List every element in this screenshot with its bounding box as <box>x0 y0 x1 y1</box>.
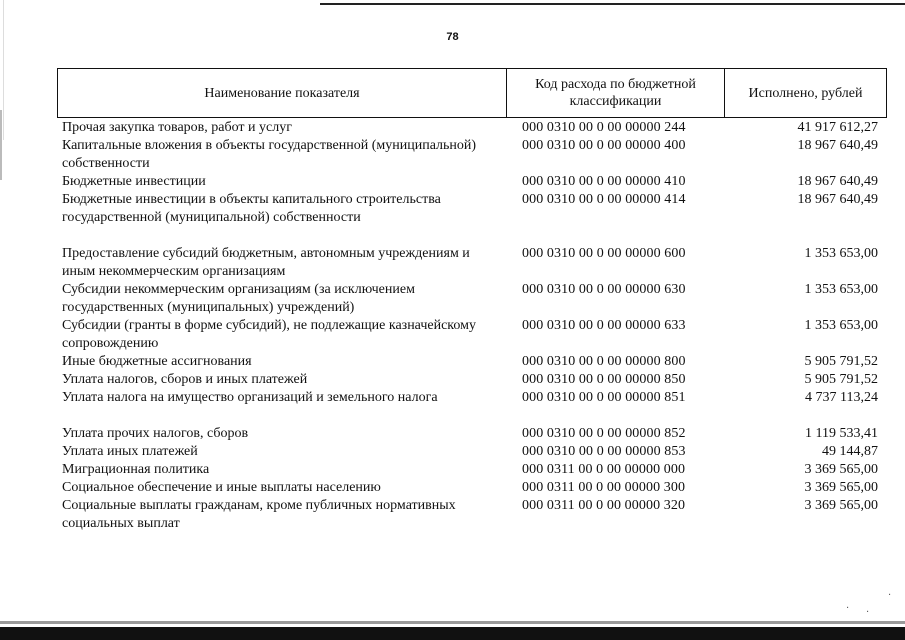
row-code: 000 0310 00 0 00 00000 600 <box>522 246 686 261</box>
row-amount: 5 905 791,52 <box>804 372 878 387</box>
table-row <box>62 191 882 227</box>
table-row <box>62 497 882 533</box>
header-name: Наименование показателя <box>58 69 507 117</box>
scan-edge-mark <box>0 110 2 180</box>
row-name: Субсидии некоммерческим организациям (за исключением государственных (муниципальных) учреждений) <box>62 282 415 315</box>
row-name: Уплата прочих налогов, сборов <box>62 426 249 441</box>
row-amount: 1 119 533,41 <box>805 426 878 441</box>
row-code: 000 0310 00 0 00 00000 850 <box>522 372 686 387</box>
row-name: Социальные выплаты гражданам, кроме публичных нормативных социальных выплат <box>62 498 456 531</box>
scan-speck: · <box>866 607 870 618</box>
row-code: 000 0310 00 0 00 00000 800 <box>522 354 686 369</box>
row-name: Социальное обеспечение и иные выплаты населению <box>62 480 381 495</box>
row-name: Уплата налогов, сборов и иных платежей <box>62 372 308 387</box>
table-row <box>62 479 882 497</box>
row-code: 000 0311 00 0 00 00000 300 <box>522 480 686 495</box>
row-amount: 1 353 653,00 <box>804 282 878 297</box>
table-row <box>62 443 882 461</box>
row-code: 000 0310 00 0 00 00000 853 <box>522 444 686 459</box>
row-code: 000 0311 00 0 00 00000 000 <box>522 462 686 477</box>
row-amount: 1 353 653,00 <box>804 318 878 333</box>
row-amount: 3 369 565,00 <box>804 498 878 513</box>
row-amount: 18 967 640,49 <box>797 174 878 189</box>
row-name: Уплата налога на имущество организаций и земельного налога <box>62 390 438 405</box>
scan-border-line <box>320 3 905 5</box>
row-code: 000 0310 00 0 00 00000 851 <box>522 390 686 405</box>
table-body <box>62 119 882 533</box>
row-amount: 49 144,87 <box>822 444 878 459</box>
row-name: Капитальные вложения в объекты государственной (муниципальной) собственности <box>62 138 477 171</box>
header-amount: Исполнено, рублей <box>748 85 863 101</box>
scan-bottom-edge <box>0 627 905 640</box>
scan-edge-mark <box>3 0 4 140</box>
scan-speck: · <box>888 590 892 601</box>
row-code: 000 0310 00 0 00 00000 414 <box>522 192 686 207</box>
row-amount: 18 967 640,49 <box>797 138 878 153</box>
table-row <box>62 425 882 443</box>
table-row <box>62 371 882 389</box>
scan-bottom-edge <box>0 621 905 624</box>
table-row <box>62 245 882 281</box>
row-name: Прочая закупка товаров, работ и услуг <box>62 120 292 135</box>
row-amount: 3 369 565,00 <box>804 480 878 495</box>
table-header <box>57 68 887 118</box>
row-amount: 18 967 640,49 <box>797 192 878 207</box>
row-name: Миграционная политика <box>62 462 210 477</box>
row-code: 000 0310 00 0 00 00000 410 <box>522 174 686 189</box>
row-code: 000 0310 00 0 00 00000 400 <box>522 138 686 153</box>
row-name: Субсидии (гранты в форме субсидий), не подлежащие казначейскому сопровождению <box>62 318 476 351</box>
table-row <box>62 173 882 191</box>
row-code: 000 0311 00 0 00 00000 320 <box>522 498 686 513</box>
table-row <box>62 353 882 371</box>
scan-speck: · <box>846 603 850 614</box>
table-row <box>62 389 882 407</box>
row-code: 000 0310 00 0 00 00000 244 <box>522 120 686 135</box>
table-row <box>62 119 882 137</box>
row-code: 000 0310 00 0 00 00000 852 <box>522 426 686 441</box>
row-name: Предоставление субсидий бюджетным, автономным учреждениям и иным некоммерческим организациям <box>62 246 470 279</box>
row-name: Бюджетные инвестиции в объекты капитального строительства государственной (муниципальной) собственности <box>62 192 441 225</box>
row-code: 000 0310 00 0 00 00000 633 <box>522 318 686 333</box>
page-number: 78 <box>446 31 459 43</box>
row-name: Уплата иных платежей <box>62 444 198 459</box>
row-amount: 3 369 565,00 <box>804 462 878 477</box>
table-row <box>62 461 882 479</box>
row-name: Иные бюджетные ассигнования <box>62 354 252 369</box>
row-amount: 1 353 653,00 <box>804 246 878 261</box>
table-row <box>62 317 882 353</box>
row-amount: 4 737 113,24 <box>805 390 878 405</box>
table-row <box>62 281 882 317</box>
row-code: 000 0310 00 0 00 00000 630 <box>522 282 686 297</box>
row-name: Бюджетные инвестиции <box>62 174 206 189</box>
row-amount: 5 905 791,52 <box>804 354 878 369</box>
table-row <box>62 137 882 173</box>
header-code: Код расхода по бюджетной классификации <box>507 69 725 117</box>
row-amount: 41 917 612,27 <box>797 120 878 135</box>
